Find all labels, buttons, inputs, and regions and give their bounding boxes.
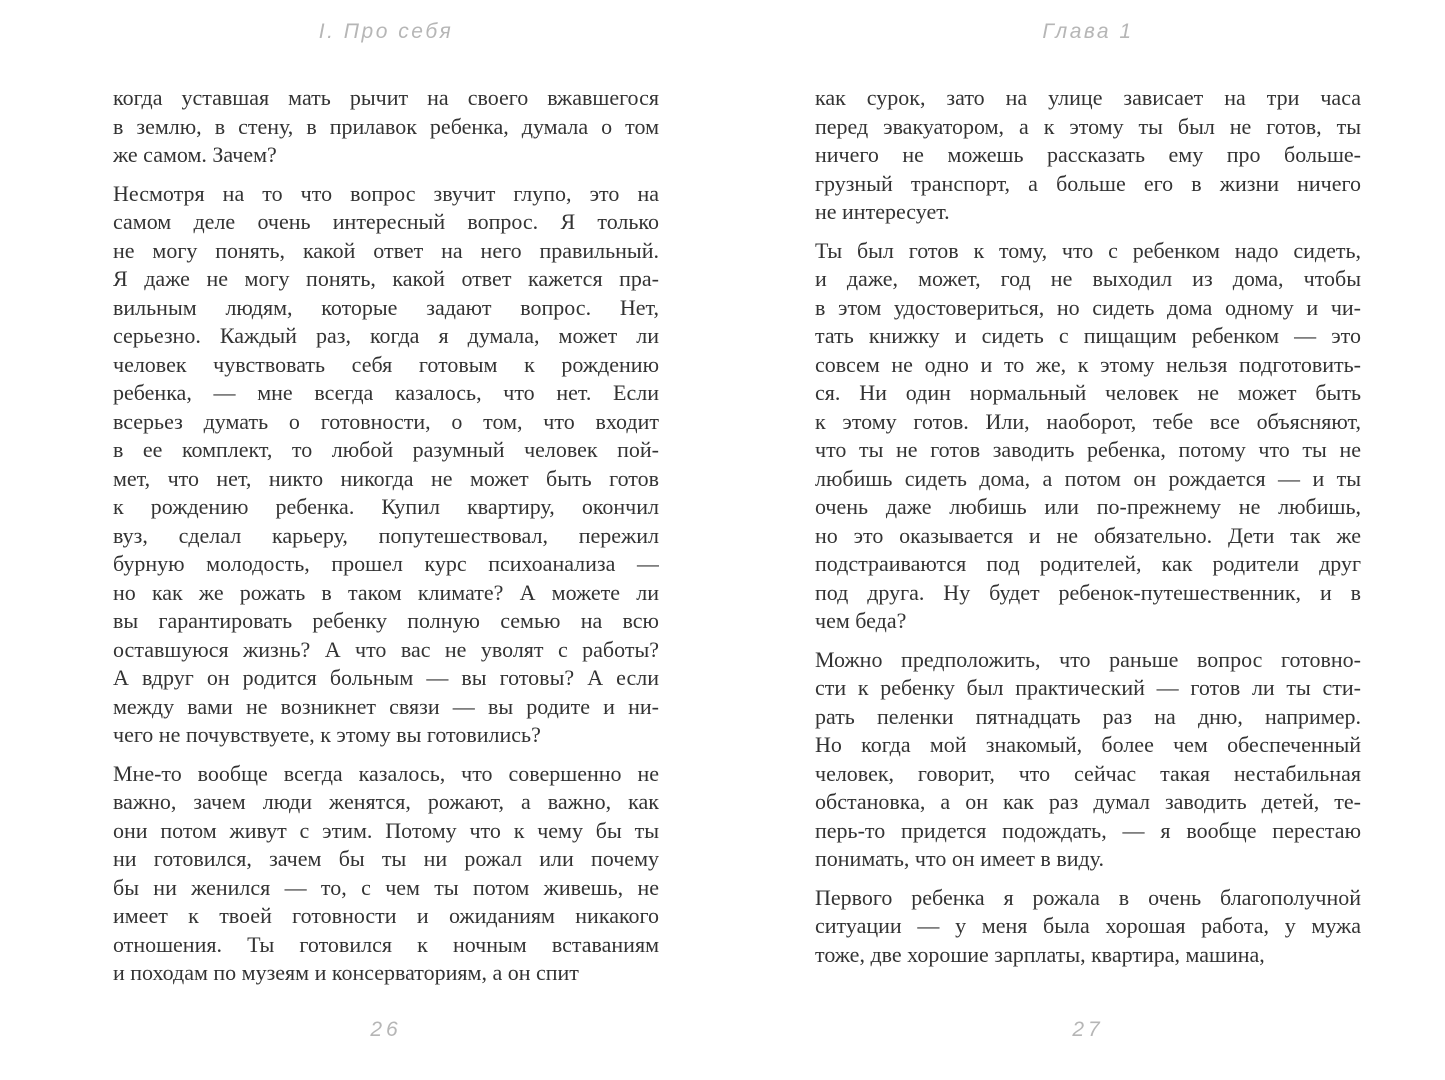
text-line: тоже, две хорошие зарплаты, квартира, машина, [815,941,1265,967]
text-line: не могу понять, какой ответ на него правильный. [113,237,659,263]
page-text-right [815,84,1361,979]
text-line: оставшуюся жизнь? А что вас не уволят с работы? [113,636,659,662]
text-line: А вдруг он родится больным — вы готовы? А если [113,665,659,690]
text-line: вуз, сделал карьеру, попутешествовал, пережил [113,522,659,548]
paragraph [815,884,1361,970]
text-line: Первого ребенка я рожала в очень благополучной [815,884,1361,910]
text-line: рать пеленки пятнадцать раз на дню, например. [815,703,1361,729]
text-line: ничего не можешь рассказать ему про больше- [815,142,1361,167]
text-line: между вами не возникнет связи — вы родите и ни- [113,693,659,719]
text-line: чем беда? [815,608,907,633]
text-line: самом деле очень интересный вопрос. Я только [113,209,659,234]
text-line: Я даже не могу понять, какой ответ кажется пра- [113,266,659,291]
page-text-left [113,84,659,998]
text-line: что ты не готов заводить ребенка, потому что ты не [815,437,1361,462]
paragraph [815,84,1361,227]
text-line: бы ни женился — то, с чем ты потом живешь, не [113,874,659,900]
text-line: мет, что нет, никто никогда не может быть готов [113,465,659,491]
text-line: ни готовился, зачем бы ты ни рожал или почему [113,846,659,871]
text-line: Но когда мой знакомый, более чем обеспеченный [815,732,1361,757]
text-line: перь-то придется подождать, — я вообще перестаю [815,817,1361,843]
text-line: отношения. Ты готовился к ночным вставаниям [113,931,659,957]
text-line: ребенка, — мне всегда казалось, что нет. Если [113,380,659,405]
text-line: как сурок, зато на улице зависает на три часа [815,85,1361,110]
text-line: но как же рожать в таком климате? А можете ли [113,579,659,605]
text-line: любишь сидеть дома, а потом он рождается — и ты [815,465,1361,491]
text-line: вы гарантировать ребенку полную семью на всю [113,608,659,633]
text-line: очень даже любишь или по-прежнему не любишь, [815,494,1361,519]
text-line: обстановка, а он как раз думал заводить детей, те- [815,789,1361,814]
page-number-right: 27 [1072,1018,1104,1041]
text-line: имеет к твоей готовности и ожиданиям никакого [113,903,659,928]
paragraph [113,84,659,170]
text-line: и походам по музеям и консерваториям, а он спит [113,960,579,985]
text-line: ся. Ни один нормальный человек не может быть [815,380,1361,405]
text-line: Мне-то вообще всегда казалось, что совершенно не [113,760,659,786]
text-line: всерьез думать о готовности, о том, что входит [113,408,659,434]
paragraph [815,646,1361,874]
text-line: серьезно. Каждый раз, когда я думала, может ли [113,323,659,348]
text-line: подстраиваются под родителей, как родители друг [815,551,1361,576]
running-head-right: Глава 1 [1042,20,1134,43]
running-head-left: I. Про себя [318,20,454,43]
text-line: вильным людям, которые задают вопрос. Нет, [113,294,659,320]
text-line: в этом удостовериться, но сидеть дома одному и чи- [815,294,1361,320]
text-line: не интересует. [815,199,950,224]
text-line: грузный транспорт, а больше его в жизни ничего [815,170,1361,196]
text-line: Ты был готов к тому, что с ребенком надо сидеть, [815,237,1361,263]
text-line: в ее комплект, то любой разумный человек пой- [113,437,659,462]
paragraph [113,760,659,988]
text-line: под друга. Ну будет ребенок-путешественник, и в [815,579,1361,605]
text-line: к рождению ребенка. Купил квартиру, окончил [113,494,659,519]
text-line: понимать, что он имеет в виду. [815,846,1104,871]
text-line: но это оказывается и не обязательно. Дети так же [815,522,1361,548]
text-line: же самом. Зачем? [113,142,277,167]
paragraph [113,180,659,750]
text-line: важно, зачем люди женятся, рожают, а важно, как [113,789,659,814]
text-line: Несмотря на то что вопрос звучит глупо, это на [113,180,659,206]
text-line: они потом живут с этим. Потому что к чему бы ты [113,817,659,843]
text-line: человек, говорит, что сейчас такая нестабильная [815,760,1361,786]
text-line: тать книжку и сидеть с пищащим ребенком — это [815,323,1361,348]
text-line: бурную молодость, прошел курс психоанализа — [113,551,659,576]
text-line: и даже, может, год не выходил из дома, чтобы [815,266,1361,291]
text-line: ситуации — у меня была хорошая работа, у мужа [815,913,1361,938]
text-line: когда уставшая мать рычит на своего вжавшегося [113,85,659,110]
text-line: чего не почувствуете, к этому вы готовились? [113,722,541,747]
text-line: в землю, в стену, в прилавок ребенка, думала о том [113,113,659,139]
paragraph [815,237,1361,636]
text-line: сти к ребенку был практический — готов ли ты сти- [815,675,1361,700]
text-line: Можно предположить, что раньше вопрос готовно- [815,646,1361,672]
text-line: перед эвакуатором, а к этому ты был не готов, ты [815,113,1361,139]
page-right [815,0,1361,1080]
text-line: человек чувствовать себя готовым к рождению [113,351,659,377]
text-line: к этому готов. Или, наоборот, тебе все объясняют, [815,408,1361,434]
page-number-left: 26 [370,1018,402,1041]
text-line: совсем не одно и то же, к этому нельзя подготовить- [815,351,1361,377]
page-left [113,0,659,1080]
